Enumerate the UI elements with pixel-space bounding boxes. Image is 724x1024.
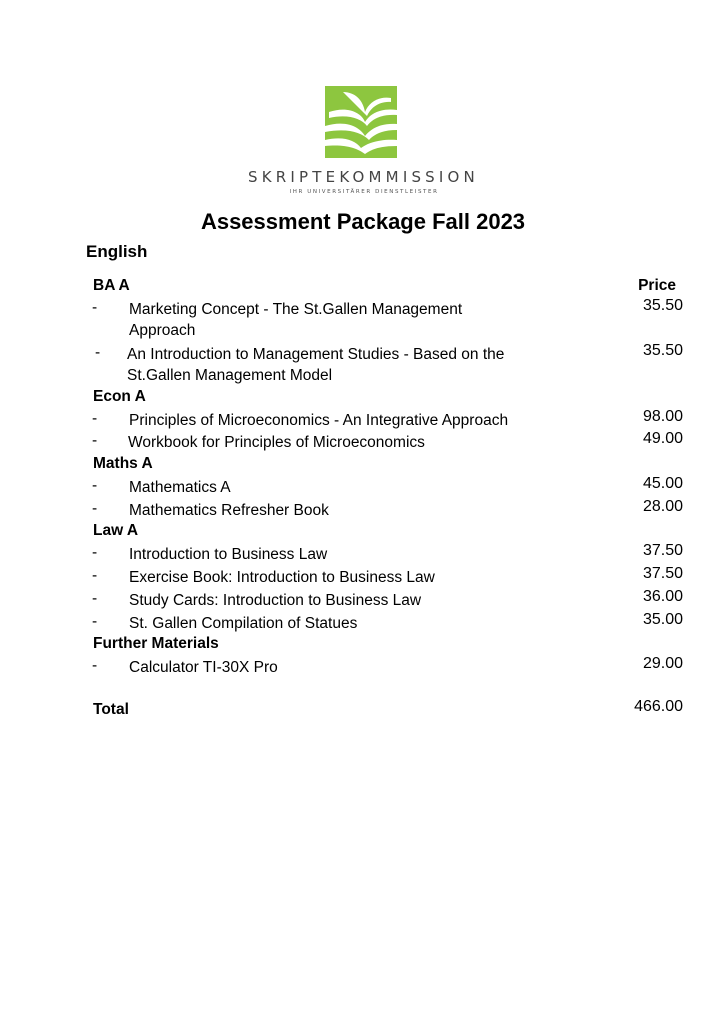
skriptekommission-logo (325, 86, 397, 158)
list-item (0, 477, 724, 497)
section-heading: Maths A (93, 455, 153, 472)
item-title: Marketing Concept - The St.Gallen Management Approach (129, 301, 463, 339)
document-title: Assessment Package Fall 2023 (200, 209, 526, 234)
list-dash: - (92, 477, 98, 494)
list-item (0, 342, 724, 384)
item-title: Calculator TI-30X Pro (129, 659, 278, 676)
list-dash: - (92, 544, 98, 561)
item-price: 28.00 (642, 498, 683, 515)
section-heading: BA A (93, 277, 130, 294)
item-price: 35.50 (642, 342, 683, 359)
list-dash: - (92, 657, 98, 674)
item-title: Mathematics Refresher Book (129, 502, 329, 519)
total-value: 466.00 (634, 698, 683, 715)
item-price: 45.00 (642, 475, 683, 492)
item-price: 37.50 (642, 565, 683, 582)
item-title: An Introduction to Management Studies - Based on the St.Gallen Management Model (127, 346, 505, 384)
brand-tagline: IHR UNIVERSITÄRER DIENSTLEISTER (289, 189, 439, 195)
item-title: Workbook for Principles of Microeconomics (128, 434, 425, 451)
language-heading: English (86, 242, 148, 261)
list-dash: - (92, 500, 98, 517)
list-item (0, 657, 724, 677)
item-title: Mathematics A (129, 479, 231, 496)
item-price: 35.00 (642, 611, 683, 628)
item-title: Principles of Microeconomics - An Integrative Approach (129, 412, 509, 429)
item-title: Exercise Book: Introduction to Business Law (129, 569, 435, 586)
list-item (0, 567, 724, 587)
item-title: Study Cards: Introduction to Business Law (129, 592, 422, 609)
item-price: 49.00 (642, 430, 683, 447)
item-price: 98.00 (642, 408, 683, 425)
item-price: 36.00 (642, 588, 683, 605)
brand-name: SKRIPTEKOMMISSION (248, 168, 479, 186)
section-heading: Econ A (93, 388, 146, 405)
list-dash: - (92, 432, 98, 449)
price-column-header: Price (638, 277, 676, 294)
list-dash: - (92, 299, 98, 316)
list-item (0, 432, 724, 452)
list-dash: - (95, 344, 101, 361)
item-title: St. Gallen Compilation of Statues (129, 615, 358, 632)
list-item (0, 613, 724, 633)
item-price: 37.50 (642, 542, 683, 559)
list-dash: - (92, 410, 98, 427)
list-item (0, 544, 724, 564)
item-price: 29.00 (642, 655, 683, 672)
list-dash: - (92, 567, 98, 584)
item-price: 35.50 (642, 297, 683, 314)
total-label: Total (93, 701, 129, 718)
item-title: Introduction to Business Law (129, 546, 328, 563)
list-item (0, 500, 724, 520)
section-heading: Law A (93, 522, 139, 539)
list-item (0, 410, 724, 430)
section-heading: Further Materials (93, 635, 219, 652)
list-dash: - (92, 590, 98, 607)
list-item (0, 297, 724, 339)
list-dash: - (92, 613, 98, 630)
list-item (0, 590, 724, 610)
